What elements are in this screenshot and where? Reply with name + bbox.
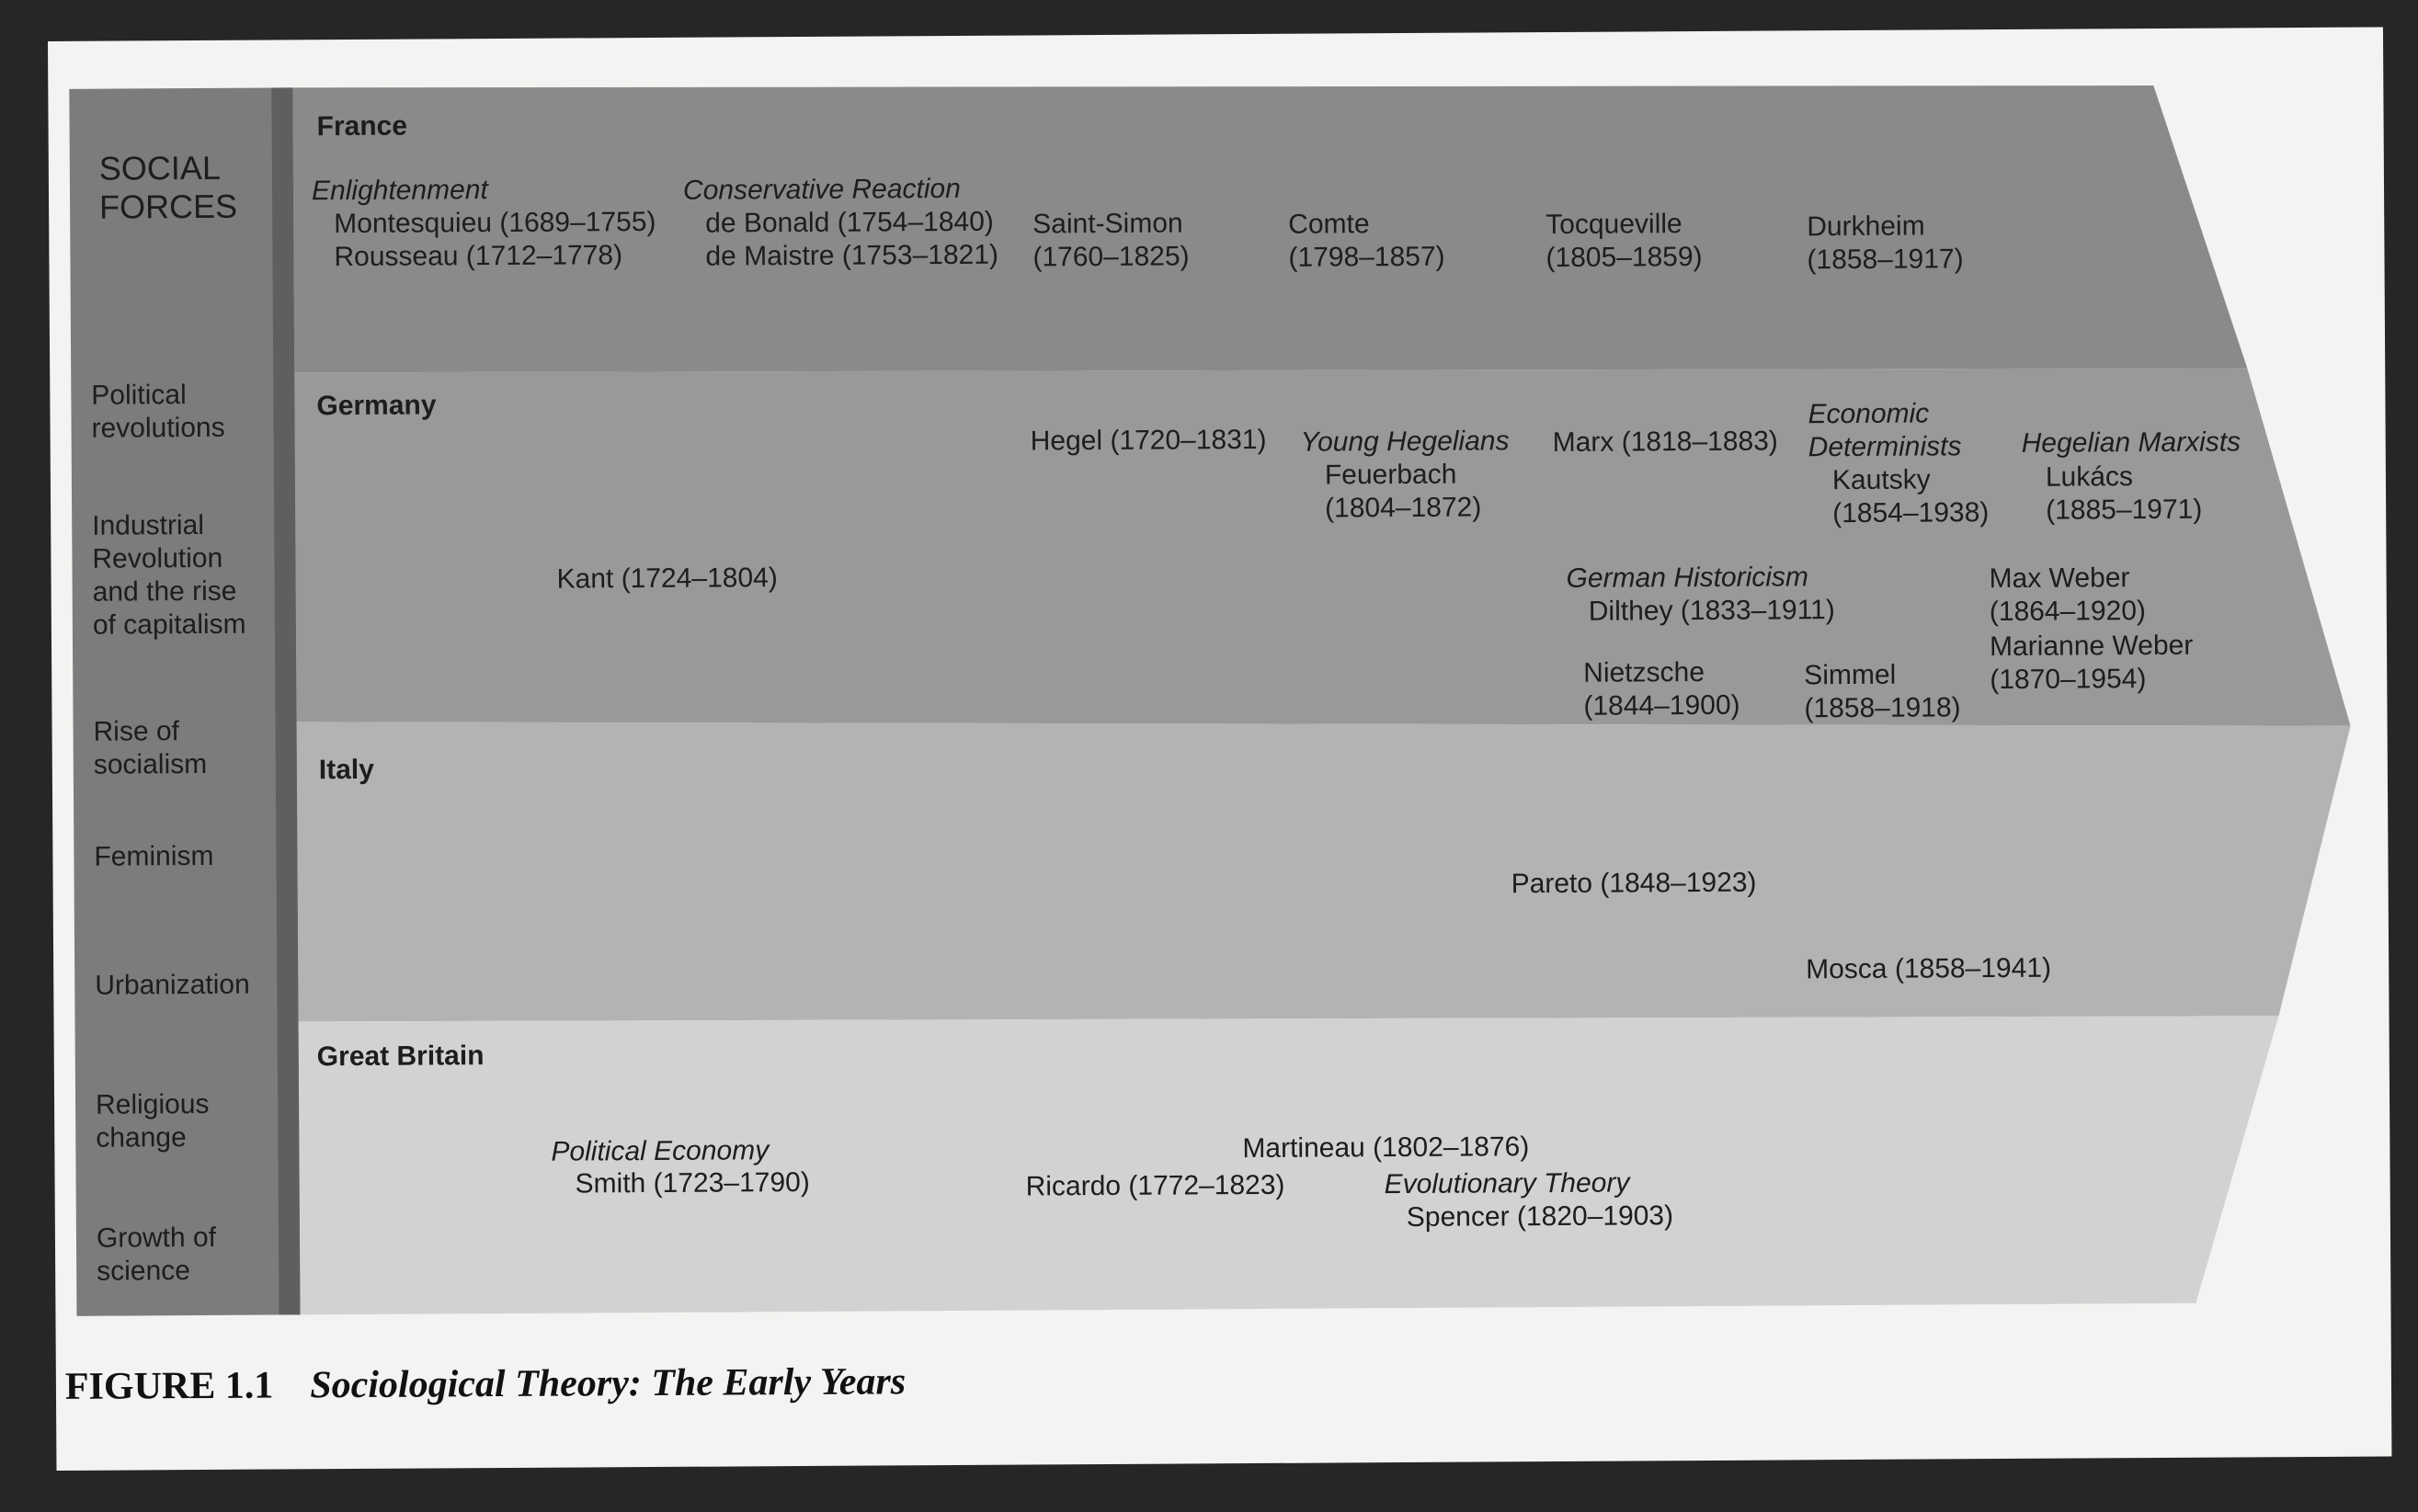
country-great-britain: Great Britain [316,1040,485,1073]
force-rise-of-socialism: Rise of socialism [93,716,208,780]
person-montesquieu: Montesquieu (1689–1755) [334,206,656,240]
person-dilthey: Dilthey (1833–1911) [1588,595,1835,627]
person-rousseau: Rousseau (1712–1778) [334,240,623,273]
person-mosca: Mosca (1858–1941) [1806,952,2052,985]
person-spencer: Spencer (1820–1903) [1406,1200,1674,1233]
force-growth-of-science: Growth of science [96,1222,217,1287]
person-ricardo: Ricardo (1772–1823) [1025,1169,1285,1202]
school-political-economy: Political Economy [551,1135,770,1167]
figure-title: Sociological Theory: The Early Years [310,1360,907,1407]
school-evolutionary-theory: Evolutionary Theory [1384,1167,1630,1200]
person-marx: Marx (1818–1883) [1552,426,1778,459]
person-comte: Comte (1798–1857) [1288,209,1445,273]
school-economic-determinists: Economic Determinists [1808,398,1962,463]
school-conservative-reaction: Conservative Reaction [682,173,961,206]
school-young-hegelians: Young Hegelians [1300,426,1510,458]
person-marianne-weber: Marianne Weber (1870–1954) [1989,630,2194,696]
person-smith: Smith (1723–1790) [575,1166,810,1199]
person-kautsky: Kautsky (1854–1938) [1831,464,1990,529]
force-feminism: Feminism [94,840,214,872]
figure-caption [65,1359,906,1409]
force-urbanization: Urbanization [95,969,250,1001]
person-lukacs: Lukács (1885–1971) [2045,461,2203,526]
social-forces-heading: SOCIAL FORCES [98,148,238,226]
country-germany: Germany [316,390,437,422]
person-hegel: Hegel (1720–1831) [1030,424,1267,457]
school-enlightenment: Enlightenment [311,175,488,207]
person-feuerbach: Feuerbach (1804–1872) [1324,459,1482,524]
person-pareto: Pareto (1848–1923) [1511,867,1757,900]
figure-page [48,27,2391,1470]
person-tocqueville: Tocqueville (1805–1859) [1545,209,1703,274]
person-max-weber: Max Weber (1864–1920) [1989,563,2147,628]
person-saint-simon: Saint-Simon (1760–1825) [1032,208,1190,273]
force-religious-change: Religious change [95,1088,210,1154]
school-hegelian-marxists: Hegelian Marxists [2021,426,2241,459]
school-german-historicism: German Historicism [1566,562,1809,594]
country-france: France [316,110,408,142]
force-industrial-revolution: Industrial Revolution and the rise of capitalism [92,509,246,641]
country-italy: Italy [318,754,374,786]
person-simmel: Simmel (1858–1918) [1804,659,1961,724]
person-de-maistre: de Maistre (1753–1821) [705,239,999,272]
person-kant: Kant (1724–1804) [556,563,778,595]
person-nietzsche: Nietzsche (1844–1900) [1583,657,1740,722]
force-political-revolutions: Political revolutions [91,380,225,444]
person-durkheim: Durkheim (1858–1917) [1807,210,1964,276]
person-de-bonald: de Bonald (1754–1840) [705,206,994,239]
figure-number: FIGURE 1.1 [64,1364,274,1408]
person-martineau: Martineau (1802–1876) [1242,1131,1530,1165]
